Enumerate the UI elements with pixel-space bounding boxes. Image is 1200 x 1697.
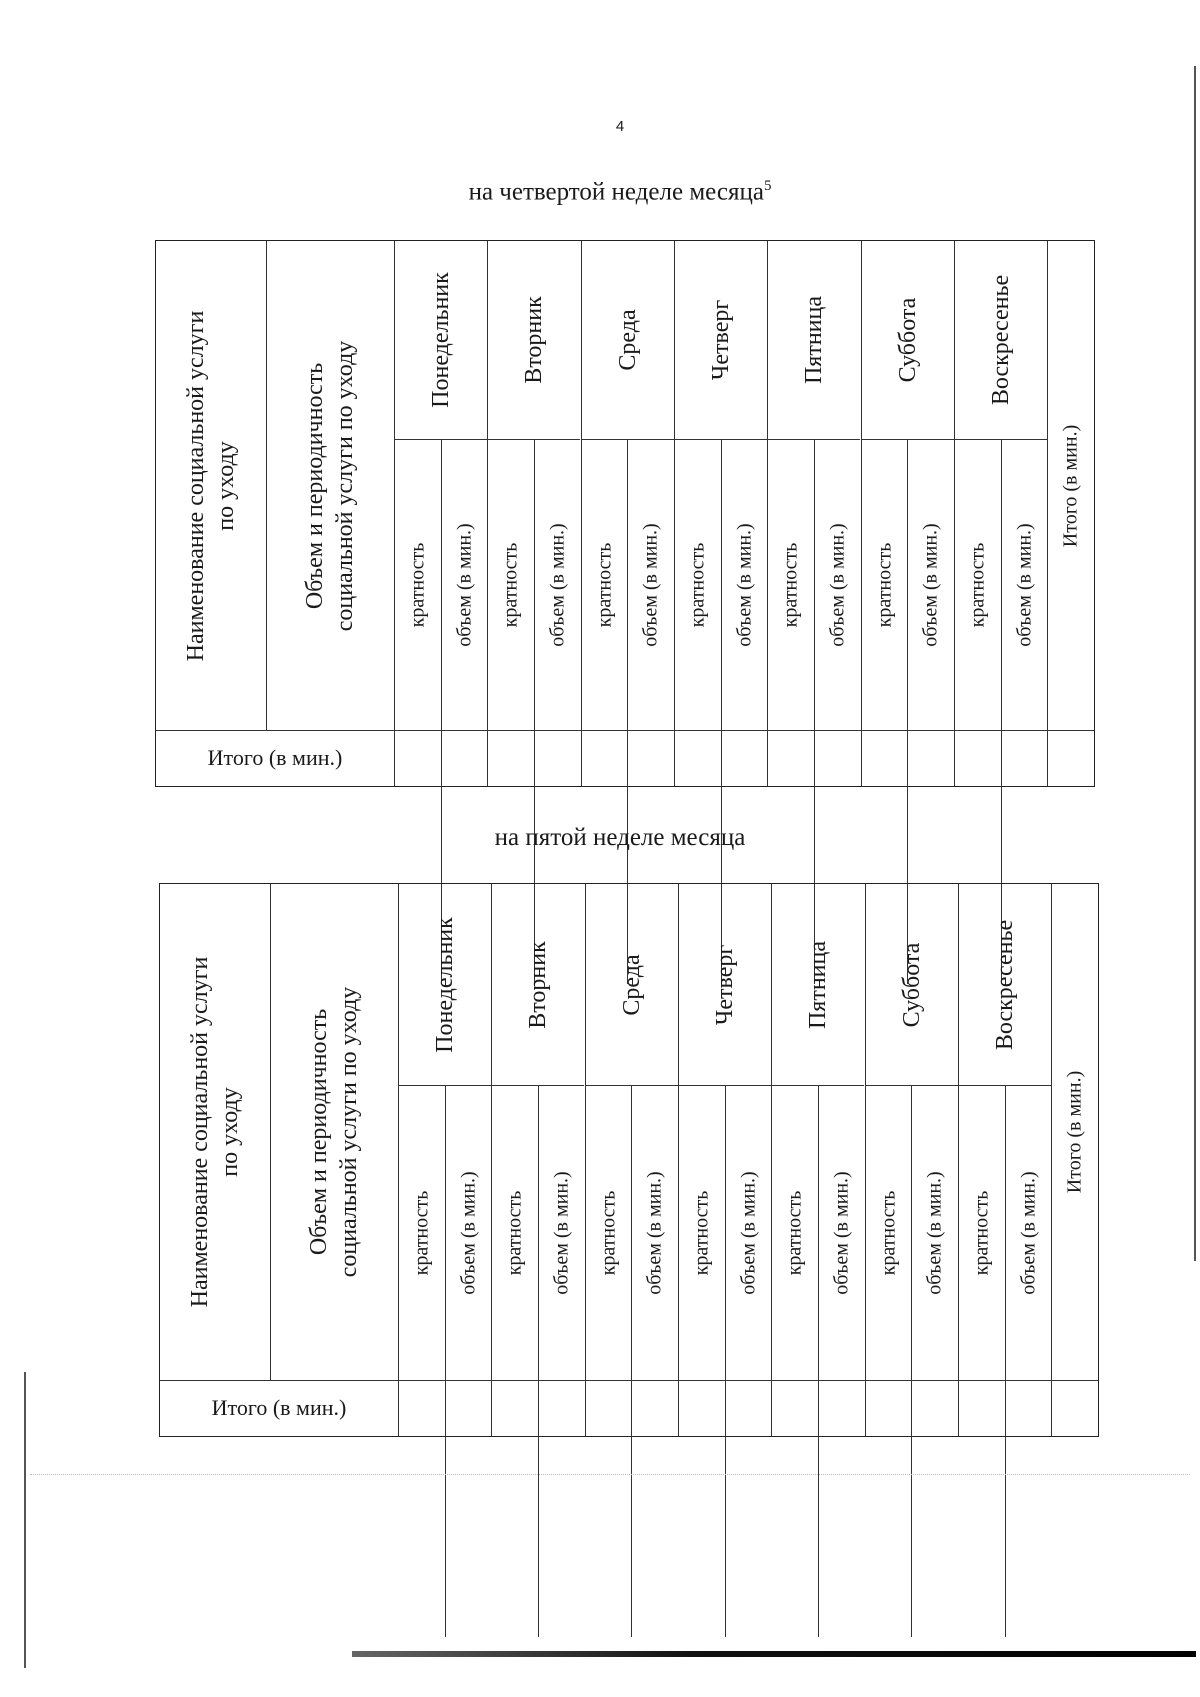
header-frequency-text: кратность (410, 1190, 432, 1275)
header-volume-minutes-text: объем (в мин.) (919, 522, 941, 647)
total-entry-cell[interactable] (678, 1380, 725, 1436)
total-entry-cell[interactable] (674, 730, 721, 786)
header-frequency (487, 439, 534, 730)
header-volume-minutes (911, 1085, 958, 1380)
header-day (678, 884, 771, 1085)
header-day (487, 241, 580, 439)
total-entry-cell[interactable] (911, 1380, 958, 1436)
header-frequency-text: кратность (499, 542, 521, 627)
header-frequency-text: кратность (686, 542, 708, 627)
total-entry-cell[interactable] (721, 730, 767, 786)
header-frequency (958, 1085, 1005, 1380)
header-volume-minutes-text: объем (в мин.) (737, 1170, 759, 1295)
total-entry-cell[interactable] (445, 1380, 491, 1436)
header-volume-minutes-text: объем (в мин.) (923, 1170, 945, 1295)
header-frequency-text: кратность (406, 542, 428, 627)
header-frequency-text: кратность (779, 542, 801, 627)
header-frequency (398, 1085, 445, 1380)
header-frequency (865, 1085, 912, 1380)
total-entry-cell[interactable] (491, 1380, 538, 1436)
header-volume-minutes (538, 1085, 585, 1380)
section-heading-week-5 (0, 824, 1200, 852)
header-volume-minutes-text: объем (в мин.) (1013, 522, 1035, 647)
header-total-minutes-text: Итого (в мин.) (1059, 424, 1081, 547)
scan-edge-left (24, 1372, 26, 1668)
header-service-name-text: Наименование социальной услуги по уходу (183, 310, 239, 661)
header-frequency-text: кратность (877, 1190, 899, 1275)
total-entry-cell[interactable] (861, 730, 907, 786)
header-volume-minutes (534, 439, 581, 730)
header-volume-periodicity-text: Объем и периодичность социальной услуги по уходу (306, 986, 362, 1278)
header-frequency (954, 439, 1001, 730)
total-entry-cell[interactable] (581, 730, 627, 786)
header-frequency (394, 439, 441, 730)
header-day (674, 241, 767, 439)
header-volume-minutes-text: объем (в мин.) (550, 1170, 572, 1295)
header-frequency-text: кратность (966, 542, 988, 627)
header-day (958, 884, 1051, 1085)
header-service-name (156, 241, 266, 730)
header-volume-minutes-text: объем (в мин.) (453, 522, 475, 647)
header-frequency-text: кратность (970, 1190, 992, 1275)
header-day-text: Вторник (520, 296, 547, 384)
header-total-minutes-text: Итого (в мин.) (1063, 1070, 1085, 1194)
header-day (865, 884, 958, 1085)
heading-text: на пятой неделе месяца (494, 824, 746, 851)
header-volume-minutes (721, 439, 768, 730)
header-volume-minutes-text: объем (в мин.) (733, 522, 755, 647)
header-frequency-text: кратность (503, 1190, 525, 1275)
header-frequency (767, 439, 814, 730)
header-day-text: Четверг (711, 944, 738, 1025)
header-volume-minutes (1005, 1085, 1052, 1380)
total-entry-cell[interactable] (1005, 1380, 1051, 1436)
header-day-text: Суббота (898, 942, 925, 1027)
total-entry-cell[interactable] (631, 1380, 678, 1436)
header-frequency (585, 1085, 632, 1380)
header-volume-periodicity (270, 884, 398, 1380)
schedule-table-week-5 (159, 883, 1099, 1437)
total-entry-cell[interactable] (771, 1380, 818, 1436)
total-entry-cell[interactable] (958, 1380, 1005, 1436)
header-volume-minutes-text: объем (в мин.) (1017, 1170, 1039, 1295)
header-day (767, 241, 860, 439)
total-entry-cell[interactable] (725, 1380, 771, 1436)
header-day-text: Среда (618, 953, 645, 1016)
total-row-label: Итого (в мин.) (207, 745, 343, 770)
header-frequency (581, 439, 628, 730)
total-entry-cell[interactable] (954, 730, 1001, 786)
header-volume-minutes (627, 439, 674, 730)
total-entry-cell[interactable] (767, 730, 814, 786)
header-total-minutes (1051, 884, 1098, 1380)
total-entry-cell[interactable] (814, 730, 861, 786)
header-day (581, 241, 674, 439)
header-frequency-text: кратность (690, 1190, 712, 1275)
header-day (861, 241, 954, 439)
header-day (771, 884, 864, 1085)
total-entry-cell[interactable] (907, 730, 954, 786)
schedule-table-week-4 (155, 240, 1095, 787)
header-volume-minutes (818, 1085, 865, 1380)
scan-edge-bottom (352, 1651, 1196, 1657)
header-volume-periodicity (266, 241, 394, 730)
header-day-text: Воскресенье (987, 274, 1014, 406)
header-volume-minutes (725, 1085, 772, 1380)
header-day (491, 884, 584, 1085)
header-day-text: Вторник (524, 940, 551, 1029)
total-row-label: Итого (в мин.) (211, 1395, 347, 1420)
header-volume-periodicity-text: Объем и периодичность социальной услуги по уходу (302, 340, 358, 631)
header-day (585, 884, 678, 1085)
header-service-name (160, 884, 270, 1380)
header-volume-minutes (445, 1085, 492, 1380)
header-day-text: Четверг (707, 299, 734, 381)
header-frequency-text: кратность (783, 1190, 805, 1275)
total-entry-cell[interactable] (398, 1380, 445, 1436)
total-entry-cell[interactable] (585, 1380, 631, 1436)
header-frequency (861, 439, 908, 730)
total-entry-cell[interactable] (487, 730, 534, 786)
footnote-mark: 5 (763, 178, 772, 194)
header-volume-minutes-text: объем (в мин.) (643, 1170, 665, 1295)
header-volume-minutes (441, 439, 488, 730)
header-service-name-text: Наименование социальной услуги по уходу (187, 956, 243, 1308)
total-entry-cell[interactable] (1051, 1380, 1098, 1436)
header-volume-minutes-text: объем (в мин.) (457, 1170, 479, 1295)
header-frequency-text: кратность (873, 542, 895, 627)
header-day-text: Среда (614, 309, 641, 371)
total-entry-cell[interactable] (865, 1380, 911, 1436)
header-volume-minutes-text: объем (в мин.) (830, 1170, 852, 1295)
header-frequency (674, 439, 721, 730)
header-day-text: Пятница (804, 940, 831, 1029)
header-volume-minutes (1001, 439, 1048, 730)
header-frequency (678, 1085, 725, 1380)
page-number: 4 (615, 118, 625, 135)
header-day-text: Понедельник (431, 916, 458, 1053)
header-day (394, 241, 487, 439)
header-volume-minutes (907, 439, 954, 730)
header-volume-minutes-text: объем (в мин.) (639, 522, 661, 647)
total-entry-cell[interactable] (1001, 730, 1047, 786)
total-entry-cell[interactable] (538, 1380, 585, 1436)
total-entry-cell[interactable] (627, 730, 674, 786)
header-frequency-text: кратность (593, 542, 615, 627)
total-entry-cell[interactable] (394, 730, 441, 786)
heading-text: на четвертой неделе месяца (468, 178, 764, 206)
header-frequency-text: кратность (597, 1190, 619, 1275)
section-heading-week-4 (0, 178, 1200, 206)
header-day-text: Понедельник (427, 272, 454, 408)
header-day (398, 884, 491, 1085)
header-frequency (771, 1085, 818, 1380)
scan-noise-line (30, 1474, 1190, 1475)
header-volume-minutes (814, 439, 861, 730)
total-entry-cell[interactable] (1047, 730, 1094, 786)
header-total-minutes (1047, 241, 1094, 730)
header-day-text: Пятница (800, 295, 827, 385)
header-volume-minutes (631, 1085, 678, 1380)
total-entry-cell[interactable] (441, 730, 487, 786)
header-day-text: Воскресенье (991, 919, 1018, 1050)
header-frequency (491, 1085, 538, 1380)
total-entry-cell[interactable] (534, 730, 581, 786)
header-day-text: Суббота (894, 297, 921, 383)
header-day (954, 241, 1047, 439)
scan-edge-right (1194, 66, 1196, 1261)
header-volume-minutes-text: объем (в мин.) (826, 522, 848, 647)
header-volume-minutes-text: объем (в мин.) (546, 522, 568, 647)
total-entry-cell[interactable] (818, 1380, 865, 1436)
